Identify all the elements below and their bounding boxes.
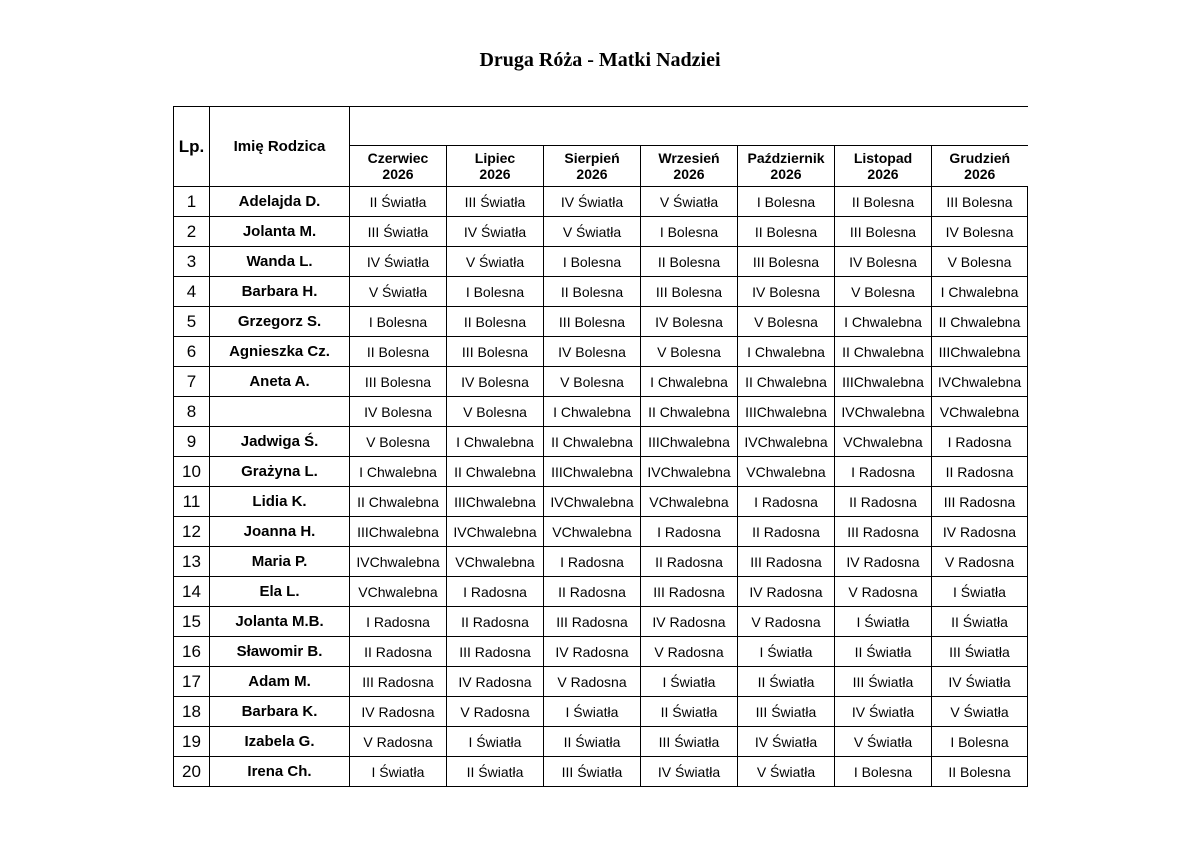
- mystery-cell: II Radosna: [641, 547, 738, 577]
- mystery-cell: IV Radosna: [641, 607, 738, 637]
- mystery-cell: II Chwalebna: [932, 307, 1028, 337]
- mystery-cell: IV Światła: [350, 247, 447, 277]
- mystery-cell: I Chwalebna: [350, 457, 447, 487]
- table-row: [174, 577, 1028, 607]
- mystery-cell: IV Bolesna: [350, 397, 447, 427]
- mystery-cell: III Bolesna: [447, 337, 544, 367]
- mystery-cell: I Światła: [932, 577, 1028, 607]
- mystery-cell: V Bolesna: [835, 277, 932, 307]
- mystery-cell: II Światła: [544, 727, 641, 757]
- mystery-cell: IIIChwalebna: [350, 517, 447, 547]
- parent-name: Barbara H.: [210, 277, 350, 307]
- table-row: [174, 247, 1028, 277]
- table-row: [174, 757, 1028, 787]
- mystery-cell: II Światła: [641, 697, 738, 727]
- month-year: 2026: [479, 166, 511, 182]
- mystery-cell: II Chwalebna: [641, 397, 738, 427]
- mystery-cell: IV Bolesna: [932, 217, 1028, 247]
- mystery-cell: II Chwalebna: [350, 487, 447, 517]
- row-number: 3: [174, 247, 210, 277]
- mystery-cell: VChwalebna: [544, 517, 641, 547]
- table-row: [174, 397, 1028, 427]
- table-row: [174, 367, 1028, 397]
- mystery-cell: III Radosna: [641, 577, 738, 607]
- row-number: 19: [174, 727, 210, 757]
- mystery-cell: I Chwalebna: [835, 307, 932, 337]
- mystery-cell: II Radosna: [447, 607, 544, 637]
- parent-name: Adam M.: [210, 667, 350, 697]
- mystery-cell: IVChwalebna: [835, 397, 932, 427]
- parent-name: Joanna H.: [210, 517, 350, 547]
- table-row: [174, 457, 1028, 487]
- mystery-cell: I Radosna: [932, 427, 1028, 457]
- mystery-cell: V Radosna: [932, 547, 1028, 577]
- mystery-cell: IV Światła: [932, 667, 1028, 697]
- mystery-cell: IVChwalebna: [932, 367, 1028, 397]
- parent-name: Lidia K.: [210, 487, 350, 517]
- mystery-cell: III Bolesna: [641, 277, 738, 307]
- parent-name: Jadwiga Ś.: [210, 427, 350, 457]
- mystery-cell: IV Bolesna: [641, 307, 738, 337]
- month-year: 2026: [770, 166, 802, 182]
- parent-name: Irena Ch.: [210, 757, 350, 787]
- table-row: [174, 517, 1028, 547]
- mystery-cell: IV Światła: [447, 217, 544, 247]
- mystery-cell: V Światła: [641, 187, 738, 217]
- mystery-cell: IV Bolesna: [447, 367, 544, 397]
- mystery-cell: III Bolesna: [835, 217, 932, 247]
- month-column-header: [641, 146, 738, 187]
- mystery-cell: V Światła: [932, 697, 1028, 727]
- mystery-cell: V Światła: [835, 727, 932, 757]
- mystery-cell: IV Radosna: [932, 517, 1028, 547]
- month-name: Listopad: [853, 150, 913, 166]
- row-number: 7: [174, 367, 210, 397]
- mystery-cell: V Bolesna: [641, 337, 738, 367]
- mystery-cell: II Radosna: [738, 517, 835, 547]
- lp-column-header: Lp.: [174, 107, 210, 187]
- month-column-header: [932, 146, 1028, 187]
- mystery-cell: III Światła: [350, 217, 447, 247]
- mystery-cell: I Radosna: [544, 547, 641, 577]
- table-body: [174, 187, 1028, 787]
- mystery-cell: III Światła: [447, 187, 544, 217]
- mystery-cell: IIIChwalebna: [447, 487, 544, 517]
- parent-name: Ela L.: [210, 577, 350, 607]
- table-row: [174, 697, 1028, 727]
- mystery-cell: IVChwalebna: [544, 487, 641, 517]
- mystery-cell: III Radosna: [835, 517, 932, 547]
- mystery-cell: II Radosna: [932, 457, 1028, 487]
- mystery-cell: IVChwalebna: [641, 457, 738, 487]
- row-number: 2: [174, 217, 210, 247]
- mystery-cell: IV Bolesna: [835, 247, 932, 277]
- mystery-cell: I Chwalebna: [447, 427, 544, 457]
- mystery-cell: V Radosna: [738, 607, 835, 637]
- mystery-cell: V Radosna: [350, 727, 447, 757]
- mystery-cell: II Chwalebna: [738, 367, 835, 397]
- table-row: [174, 487, 1028, 517]
- row-number: 18: [174, 697, 210, 727]
- month-column-header: [835, 146, 932, 187]
- mystery-cell: III Radosna: [350, 667, 447, 697]
- mystery-cell: V Światła: [544, 217, 641, 247]
- table-row: [174, 337, 1028, 367]
- row-number: 5: [174, 307, 210, 337]
- mystery-cell: II Bolesna: [738, 217, 835, 247]
- mystery-cell: IV Radosna: [835, 547, 932, 577]
- row-number: 8: [174, 397, 210, 427]
- parent-name: Grzegorz S.: [210, 307, 350, 337]
- row-number: 9: [174, 427, 210, 457]
- mystery-cell: II Bolesna: [835, 187, 932, 217]
- mystery-cell: II Światła: [932, 607, 1028, 637]
- mystery-cell: VChwalebna: [738, 457, 835, 487]
- mystery-cell: I Bolesna: [835, 757, 932, 787]
- month-year: 2026: [673, 166, 705, 182]
- mystery-cell: I Radosna: [738, 487, 835, 517]
- mystery-cell: IIIChwalebna: [835, 367, 932, 397]
- mystery-cell: III Bolesna: [932, 187, 1028, 217]
- month-year: 2026: [964, 166, 996, 182]
- mystery-cell: V Światła: [738, 757, 835, 787]
- month-column-header: [738, 146, 835, 187]
- month-name: Lipiec: [474, 150, 516, 166]
- row-number: 4: [174, 277, 210, 307]
- mystery-cell: III Radosna: [544, 607, 641, 637]
- mystery-cell: IV Bolesna: [738, 277, 835, 307]
- table-row: [174, 637, 1028, 667]
- mystery-cell: II Światła: [738, 667, 835, 697]
- parent-name: Barbara K.: [210, 697, 350, 727]
- row-number: 15: [174, 607, 210, 637]
- table-row: [174, 277, 1028, 307]
- mystery-cell: II Chwalebna: [835, 337, 932, 367]
- mystery-cell: V Radosna: [641, 637, 738, 667]
- mystery-cell: V Bolesna: [932, 247, 1028, 277]
- mystery-cell: II Chwalebna: [544, 427, 641, 457]
- mystery-cell: I Chwalebna: [738, 337, 835, 367]
- mystery-cell: V Bolesna: [544, 367, 641, 397]
- row-number: 6: [174, 337, 210, 367]
- month-year: 2026: [867, 166, 899, 182]
- row-number: 14: [174, 577, 210, 607]
- name-column-header: Imię Rodzica: [210, 107, 350, 187]
- mystery-cell: III Bolesna: [738, 247, 835, 277]
- mystery-cell: III Światła: [544, 757, 641, 787]
- mystery-cell: V Bolesna: [738, 307, 835, 337]
- mystery-cell: V Bolesna: [447, 397, 544, 427]
- month-name: Październik: [747, 150, 825, 166]
- mystery-cell: II Radosna: [835, 487, 932, 517]
- table-row: [174, 187, 1028, 217]
- mystery-cell: IV Światła: [738, 727, 835, 757]
- mystery-cell: V Światła: [350, 277, 447, 307]
- mystery-cell: I Bolesna: [350, 307, 447, 337]
- mystery-cell: II Światła: [350, 187, 447, 217]
- table-row: [174, 547, 1028, 577]
- mystery-cell: III Bolesna: [350, 367, 447, 397]
- parent-name: Maria P.: [210, 547, 350, 577]
- mystery-cell: VChwalebna: [932, 397, 1028, 427]
- row-number: 16: [174, 637, 210, 667]
- mystery-cell: III Światła: [932, 637, 1028, 667]
- row-number: 20: [174, 757, 210, 787]
- mystery-cell: III Bolesna: [544, 307, 641, 337]
- mystery-cell: VChwalebna: [835, 427, 932, 457]
- mystery-cell: V Radosna: [544, 667, 641, 697]
- month-column-header: [350, 146, 447, 187]
- mystery-cell: III Światła: [835, 667, 932, 697]
- mystery-cell: VChwalebna: [641, 487, 738, 517]
- mystery-cell: II Bolesna: [641, 247, 738, 277]
- mystery-cell: II Chwalebna: [447, 457, 544, 487]
- mystery-cell: I Światła: [447, 727, 544, 757]
- table-row: [174, 667, 1028, 697]
- table-row: [174, 607, 1028, 637]
- mystery-cell: IVChwalebna: [738, 427, 835, 457]
- mystery-cell: V Światła: [447, 247, 544, 277]
- mystery-cell: IIIChwalebna: [544, 457, 641, 487]
- month-name: Sierpień: [564, 150, 620, 166]
- mystery-cell: I Bolesna: [641, 217, 738, 247]
- mystery-cell: I Światła: [738, 637, 835, 667]
- page-title: Druga Róża - Matki Nadziei: [479, 49, 721, 71]
- mystery-cell: II Radosna: [350, 637, 447, 667]
- parent-name: Aneta A.: [210, 367, 350, 397]
- mystery-cell: I Bolesna: [738, 187, 835, 217]
- table-row: [174, 427, 1028, 457]
- parent-name: Izabela G.: [210, 727, 350, 757]
- mystery-cell: III Radosna: [447, 637, 544, 667]
- mystery-cell: IV Radosna: [738, 577, 835, 607]
- mystery-cell: IV Bolesna: [544, 337, 641, 367]
- mystery-cell: VChwalebna: [447, 547, 544, 577]
- table-row: [174, 217, 1028, 247]
- parent-name: Jolanta M.: [210, 217, 350, 247]
- month-name: Grudzień: [949, 150, 1011, 166]
- mystery-cell: IIIChwalebna: [738, 397, 835, 427]
- month-name: Czerwiec: [367, 150, 429, 166]
- mystery-cell: I Światła: [544, 697, 641, 727]
- row-number: 10: [174, 457, 210, 487]
- mystery-cell: III Radosna: [738, 547, 835, 577]
- mystery-cell: I Radosna: [641, 517, 738, 547]
- row-number: 12: [174, 517, 210, 547]
- month-column-header: [544, 146, 641, 187]
- row-number: 1: [174, 187, 210, 217]
- mystery-cell: II Bolesna: [544, 277, 641, 307]
- row-number: 11: [174, 487, 210, 517]
- mystery-cell: IIIChwalebna: [641, 427, 738, 457]
- parent-name: Wanda L.: [210, 247, 350, 277]
- mystery-cell: III Radosna: [932, 487, 1028, 517]
- row-number: 17: [174, 667, 210, 697]
- mystery-cell: II Radosna: [544, 577, 641, 607]
- mystery-cell: II Bolesna: [447, 307, 544, 337]
- parent-name: Jolanta M.B.: [210, 607, 350, 637]
- mystery-cell: I Bolesna: [447, 277, 544, 307]
- month-name: Wrzesień: [658, 150, 720, 166]
- parent-name: [210, 397, 350, 427]
- mystery-cell: IV Światła: [544, 187, 641, 217]
- mystery-cell: I Światła: [350, 757, 447, 787]
- mystery-cell: IV Radosna: [350, 697, 447, 727]
- mystery-cell: IVChwalebna: [447, 517, 544, 547]
- mystery-cell: I Radosna: [835, 457, 932, 487]
- mystery-cell: I Bolesna: [932, 727, 1028, 757]
- row-number: 13: [174, 547, 210, 577]
- header-row-top: [174, 107, 1028, 146]
- mystery-cell: IV Światła: [641, 757, 738, 787]
- mystery-cell: V Bolesna: [350, 427, 447, 457]
- parent-name: Sławomir B.: [210, 637, 350, 667]
- parent-name: Adelajda D.: [210, 187, 350, 217]
- mystery-cell: II Bolesna: [350, 337, 447, 367]
- mystery-cell: IIIChwalebna: [932, 337, 1028, 367]
- mystery-cell: V Radosna: [835, 577, 932, 607]
- rosary-schedule-table: [173, 106, 1028, 787]
- parent-name: Agnieszka Cz.: [210, 337, 350, 367]
- mystery-cell: I Chwalebna: [932, 277, 1028, 307]
- mystery-cell: I Światła: [641, 667, 738, 697]
- month-year: 2026: [382, 166, 414, 182]
- mystery-cell: III Światła: [641, 727, 738, 757]
- mystery-cell: I Radosna: [447, 577, 544, 607]
- mystery-cell: II Bolesna: [932, 757, 1028, 787]
- mystery-cell: I Chwalebna: [544, 397, 641, 427]
- mystery-cell: III Światła: [738, 697, 835, 727]
- month-column-header: [447, 146, 544, 187]
- mystery-cell: VChwalebna: [350, 577, 447, 607]
- mystery-cell: I Chwalebna: [641, 367, 738, 397]
- mystery-cell: IV Radosna: [544, 637, 641, 667]
- parent-name: Grażyna L.: [210, 457, 350, 487]
- mystery-cell: I Bolesna: [544, 247, 641, 277]
- mystery-cell: I Światła: [835, 607, 932, 637]
- table-row: [174, 727, 1028, 757]
- mystery-cell: IV Światła: [835, 697, 932, 727]
- mystery-cell: V Radosna: [447, 697, 544, 727]
- table-row: [174, 307, 1028, 337]
- mystery-cell: II Światła: [835, 637, 932, 667]
- mystery-cell: IV Radosna: [447, 667, 544, 697]
- month-year: 2026: [576, 166, 608, 182]
- mystery-cell: II Światła: [447, 757, 544, 787]
- header-blank-band: [350, 107, 1028, 146]
- mystery-cell: IVChwalebna: [350, 547, 447, 577]
- mystery-cell: I Radosna: [350, 607, 447, 637]
